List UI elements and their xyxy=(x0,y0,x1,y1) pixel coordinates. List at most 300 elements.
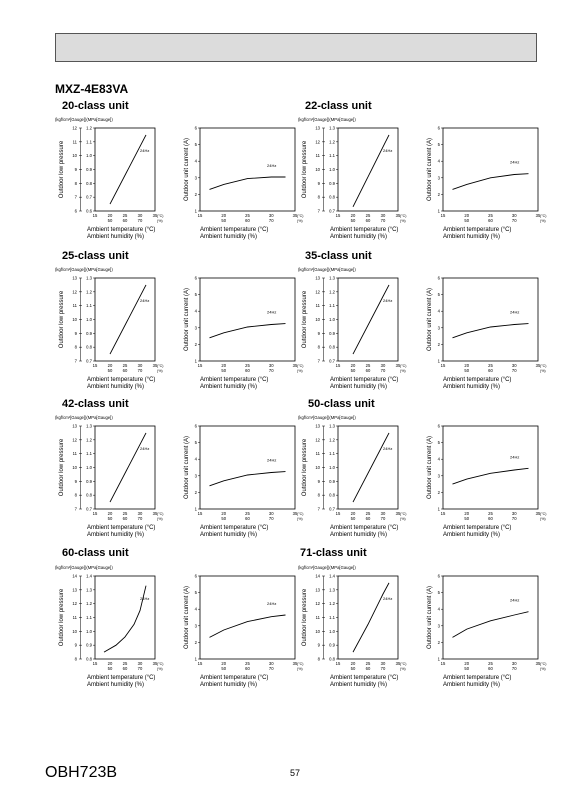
current-series-label: 24Hz xyxy=(267,162,277,168)
pressure-units: (kgf/cm²[Gauge])(MPa[Gauge]) xyxy=(298,117,356,122)
x-tick-label: 20 xyxy=(464,213,470,218)
x-unit-temp: (°C) xyxy=(157,662,164,666)
pressure-xlabel-temp: Ambient temperature (°C) xyxy=(87,675,156,681)
current-tick-label: 2 xyxy=(437,639,440,645)
pressure-units: (kgf/cm²[Gauge])(MPa[Gauge]) xyxy=(55,415,113,420)
unit-chart-group-6 xyxy=(55,565,113,570)
x-tick-label: 35 xyxy=(152,363,158,368)
x-unit-temp: (°C) xyxy=(297,364,304,368)
current-tick-label: 5 xyxy=(437,142,440,148)
pressure-units: (kgf/cm²[Gauge])(MPa[Gauge]) xyxy=(55,565,113,570)
current-ylabel: Outdoor unit current (A) xyxy=(184,287,190,352)
x-tick-label: 25 xyxy=(122,363,128,368)
pressure-xlabel-hum: Ambient humidity (%) xyxy=(330,234,388,240)
humidity-tick-label: 50 xyxy=(350,218,356,223)
pressure-units: (kgf/cm²[Gauge])(MPa[Gauge]) xyxy=(298,565,356,570)
unit-chart-group-0 xyxy=(55,117,113,122)
kgf-tick-label: 13 xyxy=(72,275,77,281)
mpa-tick-label: 0.9 xyxy=(329,180,335,186)
current-xlabel-temp: Ambient temperature (°C) xyxy=(200,525,269,531)
x-tick-label: 15 xyxy=(92,661,98,666)
unit-chart-group-1 xyxy=(298,117,356,122)
x-tick-label: 30 xyxy=(137,661,143,666)
plot-frame xyxy=(95,576,155,659)
current-tick-label: 2 xyxy=(194,639,197,645)
mpa-tick-label: 0.8 xyxy=(86,180,92,186)
pressure-series-label: 24Hz xyxy=(383,446,393,451)
mpa-tick-label: 1.2 xyxy=(329,601,335,607)
pressure-units: (kgf/cm²[Gauge])(MPa[Gauge]) xyxy=(55,117,113,122)
mpa-tick-label: 1.2 xyxy=(86,601,92,607)
pressure-xlabel-hum: Ambient humidity (%) xyxy=(87,384,145,390)
mpa-tick-label: 1.0 xyxy=(329,465,335,470)
x-tick-label: 25 xyxy=(122,661,128,666)
x-unit-temp: (°C) xyxy=(157,512,164,516)
current-series-line xyxy=(210,177,286,189)
document-code: OBH723B xyxy=(45,764,118,781)
x-tick-label: 30 xyxy=(511,363,517,368)
current-xlabel-hum: Ambient humidity (%) xyxy=(200,682,258,688)
kgf-tick-label: 9 xyxy=(74,330,77,336)
humidity-tick-label: 70 xyxy=(268,516,274,521)
x-tick-label: 30 xyxy=(137,511,143,516)
humidity-tick-label: 70 xyxy=(137,218,143,223)
x-unit-temp: (°C) xyxy=(540,214,547,218)
kgf-tick-label: 9 xyxy=(317,478,320,484)
pressure-series-label: 24Hz xyxy=(140,596,150,601)
x-unit-temp: (°C) xyxy=(400,662,407,666)
pressure-xlabel-hum: Ambient humidity (%) xyxy=(87,682,145,688)
x-tick-label: 25 xyxy=(488,213,493,218)
humidity-tick-label: 70 xyxy=(380,666,386,671)
x-unit-temp: (°C) xyxy=(540,364,547,368)
humidity-tick-label: 70 xyxy=(268,666,274,671)
kgf-tick-label: 10 xyxy=(72,465,77,470)
current-chart xyxy=(427,574,546,689)
kgf-tick-label: 13 xyxy=(315,587,320,593)
x-tick-label: 25 xyxy=(488,511,493,516)
x-tick-label: 15 xyxy=(335,661,341,666)
current-chart xyxy=(427,126,546,241)
kgf-tick-label: 10 xyxy=(315,317,320,322)
x-tick-label: 20 xyxy=(221,213,227,218)
humidity-tick-label: 50 xyxy=(107,516,113,521)
mpa-tick-label: 1.3 xyxy=(329,275,335,281)
x-tick-label: 25 xyxy=(488,363,493,368)
x-tick-label: 30 xyxy=(268,363,274,368)
mpa-tick-label: 1.3 xyxy=(329,125,335,131)
kgf-tick-label: 13 xyxy=(315,275,320,281)
unit-title: 35-class unit xyxy=(305,250,372,262)
current-series-label: 24Hz xyxy=(510,159,520,165)
humidity-tick-label: 70 xyxy=(380,218,386,223)
kgf-tick-label: 8 xyxy=(74,180,77,186)
humidity-tick-label: 50 xyxy=(464,218,470,223)
x-unit-hum: (%) xyxy=(540,369,546,373)
unit-chart-group-3 xyxy=(298,267,356,272)
kgf-tick-label: 9 xyxy=(317,642,320,648)
current-tick-label: 5 xyxy=(194,440,197,446)
mpa-tick-label: 1.0 xyxy=(86,153,92,159)
current-tick-label: 4 xyxy=(437,308,440,314)
x-tick-label: 35 xyxy=(535,511,541,516)
mpa-tick-label: 0.7 xyxy=(329,506,335,512)
kgf-tick-label: 11 xyxy=(315,153,320,159)
current-xlabel-temp: Ambient temperature (°C) xyxy=(443,675,512,681)
x-unit-hum: (%) xyxy=(540,219,546,223)
x-tick-label: 15 xyxy=(92,363,98,368)
x-tick-label: 25 xyxy=(245,661,250,666)
x-unit-hum: (%) xyxy=(400,517,406,521)
pressure-series-label: 24Hz xyxy=(140,298,150,303)
x-tick-label: 35 xyxy=(292,661,298,666)
current-tick-label: 2 xyxy=(194,341,197,347)
mpa-tick-label: 1.0 xyxy=(86,628,92,634)
mpa-tick-label: 1.1 xyxy=(329,153,335,159)
humidity-tick-label: 50 xyxy=(221,218,227,223)
mpa-tick-label: 1.2 xyxy=(86,437,92,443)
kgf-tick-label: 8 xyxy=(317,656,320,662)
current-xlabel-temp: Ambient temperature (°C) xyxy=(200,675,269,681)
kgf-tick-label: 12 xyxy=(72,125,77,131)
current-xlabel-hum: Ambient humidity (%) xyxy=(443,532,501,538)
x-tick-label: 15 xyxy=(440,363,446,368)
x-unit-hum: (%) xyxy=(297,517,303,521)
current-xlabel-hum: Ambient humidity (%) xyxy=(200,234,258,240)
current-tick-label: 4 xyxy=(194,308,197,314)
unit-chart-group-2 xyxy=(55,267,113,272)
plot-frame xyxy=(443,426,538,509)
current-tick-label: 2 xyxy=(437,341,440,347)
kgf-tick-label: 11 xyxy=(315,451,320,457)
kgf-tick-label: 8 xyxy=(74,492,77,498)
mpa-tick-label: 1.0 xyxy=(329,317,335,322)
x-tick-label: 20 xyxy=(221,363,227,368)
x-tick-label: 15 xyxy=(335,511,341,516)
mpa-tick-label: 0.8 xyxy=(86,492,92,498)
current-xlabel-temp: Ambient temperature (°C) xyxy=(443,227,512,233)
humidity-tick-label: 50 xyxy=(464,368,470,373)
x-tick-label: 20 xyxy=(350,661,356,666)
current-tick-label: 2 xyxy=(437,489,440,495)
mpa-tick-label: 1.1 xyxy=(329,615,335,620)
humidity-tick-label: 60 xyxy=(245,218,250,223)
humidity-tick-label: 60 xyxy=(122,218,128,223)
x-tick-label: 20 xyxy=(107,661,113,666)
current-ylabel: Outdoor unit current (A) xyxy=(184,137,190,202)
current-tick-label: 1 xyxy=(194,656,197,662)
current-tick-label: 5 xyxy=(194,292,197,298)
humidity-tick-label: 70 xyxy=(268,368,274,373)
current-chart xyxy=(184,276,303,391)
mpa-tick-label: 1.0 xyxy=(329,167,335,172)
mpa-tick-label: 0.6 xyxy=(86,208,92,214)
pressure-ylabel: Outdoor low pressure xyxy=(302,140,308,199)
current-xlabel-hum: Ambient humidity (%) xyxy=(443,234,501,240)
pressure-units: (kgf/cm²[Gauge])(MPa[Gauge]) xyxy=(55,267,113,272)
kgf-tick-label: 8 xyxy=(74,344,77,350)
mpa-tick-label: 0.9 xyxy=(86,330,92,336)
x-tick-label: 25 xyxy=(488,661,493,666)
current-tick-label: 2 xyxy=(194,191,197,197)
x-tick-label: 15 xyxy=(92,511,98,516)
x-tick-label: 25 xyxy=(245,363,250,368)
kgf-tick-label: 10 xyxy=(72,153,77,159)
x-tick-label: 30 xyxy=(511,213,517,218)
current-ylabel: Outdoor unit current (A) xyxy=(427,585,433,650)
x-unit-hum: (%) xyxy=(540,667,546,671)
kgf-tick-label: 13 xyxy=(315,423,320,429)
x-unit-temp: (°C) xyxy=(400,214,407,218)
current-chart xyxy=(184,424,303,539)
x-tick-label: 30 xyxy=(268,661,274,666)
plot-frame xyxy=(200,426,295,509)
pressure-chart xyxy=(59,574,163,689)
x-tick-label: 35 xyxy=(152,213,158,218)
current-ylabel: Outdoor unit current (A) xyxy=(184,585,190,650)
current-xlabel-hum: Ambient humidity (%) xyxy=(443,682,501,688)
plot-frame xyxy=(443,278,538,361)
current-tick-label: 5 xyxy=(437,590,440,596)
humidity-tick-label: 50 xyxy=(350,368,356,373)
humidity-tick-label: 50 xyxy=(464,666,470,671)
x-tick-label: 35 xyxy=(395,511,401,516)
x-unit-hum: (%) xyxy=(297,667,303,671)
current-tick-label: 5 xyxy=(437,440,440,446)
x-tick-label: 35 xyxy=(395,661,401,666)
pressure-chart xyxy=(302,574,406,689)
pressure-ylabel: Outdoor low pressure xyxy=(59,290,65,349)
humidity-tick-label: 50 xyxy=(350,666,356,671)
x-tick-label: 35 xyxy=(535,363,541,368)
kgf-tick-label: 7 xyxy=(74,194,77,200)
mpa-tick-label: 1.2 xyxy=(86,125,92,131)
x-tick-label: 20 xyxy=(464,661,470,666)
pressure-ylabel: Outdoor low pressure xyxy=(59,588,65,647)
humidity-tick-label: 60 xyxy=(122,666,128,671)
current-tick-label: 1 xyxy=(437,506,440,512)
current-xlabel-hum: Ambient humidity (%) xyxy=(200,532,258,538)
kgf-tick-label: 10 xyxy=(72,317,77,322)
pressure-series-label: 24Hz xyxy=(140,446,150,451)
mpa-tick-label: 0.8 xyxy=(86,344,92,350)
x-tick-label: 35 xyxy=(292,213,298,218)
current-ylabel: Outdoor unit current (A) xyxy=(427,137,433,202)
x-tick-label: 35 xyxy=(152,661,158,666)
x-unit-temp: (°C) xyxy=(540,662,547,666)
kgf-tick-label: 12 xyxy=(72,289,77,295)
current-chart xyxy=(184,126,303,241)
x-tick-label: 20 xyxy=(107,213,113,218)
model-name: MXZ-4E83VA xyxy=(55,82,129,96)
current-series-line xyxy=(210,324,286,338)
mpa-tick-label: 1.1 xyxy=(86,615,92,620)
unit-chart-group-5 xyxy=(298,415,356,420)
x-tick-label: 25 xyxy=(245,213,250,218)
current-tick-label: 5 xyxy=(194,590,197,596)
x-unit-temp: (°C) xyxy=(297,214,304,218)
current-tick-label: 3 xyxy=(437,175,440,181)
current-xlabel-hum: Ambient humidity (%) xyxy=(443,384,501,390)
humidity-tick-label: 70 xyxy=(511,368,517,373)
mpa-tick-label: 0.9 xyxy=(329,642,335,648)
x-unit-hum: (%) xyxy=(400,369,406,373)
mpa-tick-label: 1.3 xyxy=(86,587,92,593)
kgf-tick-label: 14 xyxy=(72,573,77,579)
current-tick-label: 1 xyxy=(437,358,440,364)
unit-title: 20-class unit xyxy=(62,100,129,112)
unit-chart-group-7 xyxy=(298,565,356,570)
x-unit-hum: (%) xyxy=(157,517,163,521)
pressure-xlabel-hum: Ambient humidity (%) xyxy=(87,532,145,538)
current-series-line xyxy=(453,174,529,190)
x-tick-label: 15 xyxy=(440,661,446,666)
x-unit-temp: (°C) xyxy=(540,512,547,516)
kgf-tick-label: 11 xyxy=(315,615,320,620)
humidity-tick-label: 70 xyxy=(511,666,517,671)
kgf-tick-label: 7 xyxy=(74,506,77,512)
x-tick-label: 15 xyxy=(440,213,446,218)
mpa-tick-label: 1.0 xyxy=(86,465,92,470)
x-tick-label: 30 xyxy=(380,511,386,516)
pressure-units: (kgf/cm²[Gauge])(MPa[Gauge]) xyxy=(298,267,356,272)
current-xlabel-temp: Ambient temperature (°C) xyxy=(443,377,512,383)
humidity-tick-label: 70 xyxy=(137,368,143,373)
kgf-tick-label: 9 xyxy=(317,180,320,186)
x-unit-temp: (°C) xyxy=(157,364,164,368)
humidity-tick-label: 70 xyxy=(268,218,274,223)
x-tick-label: 30 xyxy=(137,213,143,218)
x-unit-hum: (%) xyxy=(297,369,303,373)
current-chart xyxy=(427,424,546,539)
humidity-tick-label: 70 xyxy=(137,516,143,521)
kgf-tick-label: 7 xyxy=(317,506,320,512)
plot-frame xyxy=(338,576,398,659)
mpa-tick-label: 1.2 xyxy=(86,289,92,295)
kgf-tick-label: 10 xyxy=(72,628,77,634)
x-tick-label: 35 xyxy=(292,511,298,516)
current-tick-label: 5 xyxy=(194,142,197,148)
x-tick-label: 35 xyxy=(395,363,401,368)
x-tick-label: 20 xyxy=(464,511,470,516)
mpa-tick-label: 1.1 xyxy=(329,303,335,309)
x-unit-hum: (%) xyxy=(157,667,163,671)
pressure-series-line xyxy=(353,433,389,502)
x-unit-temp: (°C) xyxy=(297,662,304,666)
x-tick-label: 15 xyxy=(197,511,203,516)
x-tick-label: 25 xyxy=(365,213,371,218)
humidity-tick-label: 70 xyxy=(380,368,386,373)
kgf-tick-label: 13 xyxy=(72,423,77,429)
pressure-series-label: 24Hz xyxy=(140,148,150,153)
pressure-chart xyxy=(59,276,163,391)
current-tick-label: 6 xyxy=(437,573,440,579)
plot-frame xyxy=(443,576,538,659)
x-unit-hum: (%) xyxy=(157,219,163,223)
kgf-tick-label: 10 xyxy=(315,628,320,634)
current-series-label: 24Hz xyxy=(510,309,520,315)
pressure-series-label: 24Hz xyxy=(383,596,393,601)
x-tick-label: 20 xyxy=(221,661,227,666)
current-tick-label: 6 xyxy=(194,275,197,281)
pressure-series-label: 24Hz xyxy=(383,298,393,303)
mpa-tick-label: 1.1 xyxy=(86,303,92,309)
pressure-chart xyxy=(302,424,406,539)
kgf-tick-label: 12 xyxy=(315,139,320,145)
humidity-tick-label: 60 xyxy=(488,516,493,521)
pressure-xlabel-temp: Ambient temperature (°C) xyxy=(330,227,399,233)
humidity-tick-label: 60 xyxy=(122,368,128,373)
x-tick-label: 30 xyxy=(380,213,386,218)
pressure-series-line xyxy=(110,433,146,502)
plot-frame xyxy=(338,278,398,361)
kgf-tick-label: 7 xyxy=(317,358,320,364)
pressure-chart xyxy=(302,276,406,391)
current-xlabel-temp: Ambient temperature (°C) xyxy=(443,525,512,531)
current-series-label: 24Hz xyxy=(267,601,277,607)
unit-chart-group-4 xyxy=(55,415,113,420)
x-tick-label: 20 xyxy=(464,363,470,368)
humidity-tick-label: 60 xyxy=(245,516,250,521)
mpa-tick-label: 0.8 xyxy=(329,194,335,200)
plot-frame xyxy=(95,278,155,361)
kgf-tick-label: 9 xyxy=(74,642,77,648)
pressure-ylabel: Outdoor low pressure xyxy=(59,438,65,497)
current-series-label: 24Hz xyxy=(267,457,277,463)
current-xlabel-temp: Ambient temperature (°C) xyxy=(200,377,269,383)
current-tick-label: 3 xyxy=(194,175,197,181)
x-tick-label: 25 xyxy=(122,213,128,218)
pressure-xlabel-hum: Ambient humidity (%) xyxy=(330,682,388,688)
mpa-tick-label: 0.7 xyxy=(86,506,92,512)
current-tick-label: 1 xyxy=(437,656,440,662)
humidity-tick-label: 60 xyxy=(365,516,371,521)
plot-frame xyxy=(200,128,295,211)
current-tick-label: 6 xyxy=(194,125,197,131)
mpa-tick-label: 0.8 xyxy=(329,344,335,350)
pressure-xlabel-temp: Ambient temperature (°C) xyxy=(330,377,399,383)
kgf-tick-label: 7 xyxy=(317,208,320,214)
x-tick-label: 25 xyxy=(245,511,250,516)
unit-title: 71-class unit xyxy=(300,547,367,559)
x-unit-temp: (°C) xyxy=(400,364,407,368)
x-unit-temp: (°C) xyxy=(297,512,304,516)
plot-frame xyxy=(338,128,398,211)
x-tick-label: 30 xyxy=(268,213,274,218)
kgf-tick-label: 12 xyxy=(315,437,320,443)
humidity-tick-label: 60 xyxy=(122,516,128,521)
x-tick-label: 35 xyxy=(535,213,541,218)
current-tick-label: 4 xyxy=(194,158,197,164)
current-tick-label: 4 xyxy=(194,456,197,462)
x-tick-label: 20 xyxy=(221,511,227,516)
mpa-tick-label: 0.7 xyxy=(329,208,335,214)
humidity-tick-label: 50 xyxy=(350,516,356,521)
unit-title: 50-class unit xyxy=(308,398,375,410)
x-tick-label: 25 xyxy=(122,511,128,516)
x-unit-hum: (%) xyxy=(400,219,406,223)
mpa-tick-label: 0.9 xyxy=(329,330,335,336)
current-tick-label: 3 xyxy=(437,473,440,479)
mpa-tick-label: 1.4 xyxy=(86,573,92,579)
pressure-xlabel-temp: Ambient temperature (°C) xyxy=(87,377,156,383)
humidity-tick-label: 60 xyxy=(488,218,493,223)
unit-title: 42-class unit xyxy=(62,398,129,410)
x-unit-hum: (%) xyxy=(157,369,163,373)
current-ylabel: Outdoor unit current (A) xyxy=(427,287,433,352)
kgf-tick-label: 12 xyxy=(315,601,320,607)
current-ylabel: Outdoor unit current (A) xyxy=(427,435,433,500)
